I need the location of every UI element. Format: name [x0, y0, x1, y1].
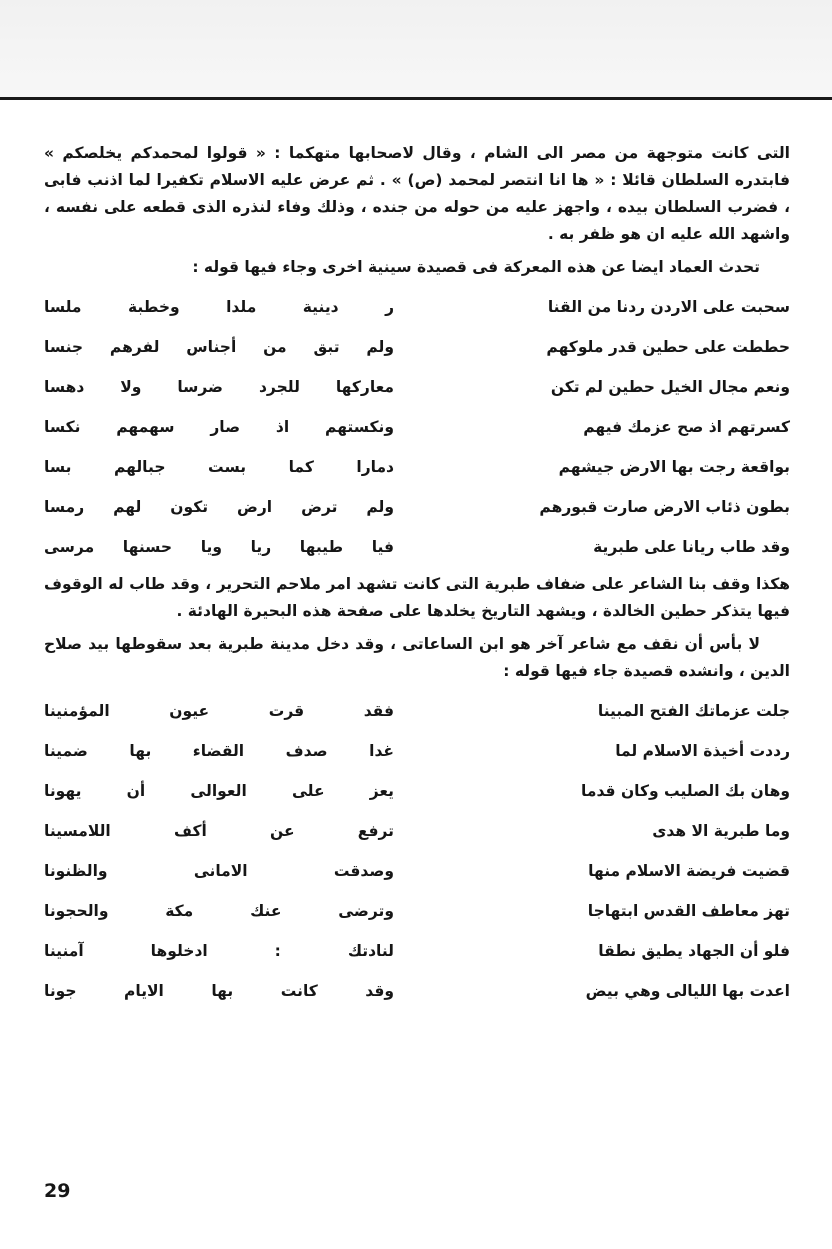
- verse: [44, 811, 790, 851]
- verse-second-hemistich: ترفع عن أكف اللامسينا: [44, 822, 394, 840]
- verse: [44, 851, 790, 891]
- verse-second-hemistich: وقد كانت بها الايام جونا: [44, 982, 394, 1000]
- paragraph-2: تحدث العماد ايضا عن هذه المعركة فى قصيدة سينية اخرى وجاء فيها قوله :: [192, 258, 760, 276]
- verse: [44, 527, 790, 567]
- verse: [44, 891, 790, 931]
- verse-second-hemistich: ونكستهم اذ صار سهمهم نكسا: [44, 418, 394, 436]
- paragraph-1: التى كانت متوجهة من مصر الى الشام ، وقال لاصحابها متهكما : « قولوا لمحمدكم يخلصكم » فابتدره السلطان قائلا : « ها انا انتصر لمحمد (ص) » . ثم عرض عليه الاسلام تكفيرا لما اذنب فابى ، فضرب السلطان بيده ، واجهز عليه من حوله من جنده ، وذلك وفاء لنذره الذى قطعه على نفسه ، واشهد الله عليه ان هو ظفر به .: [44, 144, 790, 243]
- verse-first-hemistich: ونعم مجال الخيل حطين لم تكن: [550, 378, 790, 396]
- verse-first-hemistich: بطون ذئاب الارض صارت قبورهم: [539, 498, 790, 516]
- verse: [44, 771, 790, 811]
- verse-second-hemistich: يعز على العوالى أن يهونا: [44, 782, 394, 800]
- paragraph-4: لا بأس أن نقف مع شاعر آخر هو ابن الساعاتى ، وقد دخل مدينة طبرية بعد سقوطها بيد صلاح الدين ، وانشده قصيدة جاء فيها قوله :: [44, 635, 790, 680]
- verse: [44, 367, 790, 407]
- verse: [44, 447, 790, 487]
- verse: [44, 407, 790, 447]
- verse: [44, 731, 790, 771]
- verse-second-hemistich: وترضى عنك مكة والحجونا: [44, 902, 394, 920]
- verse-first-hemistich: وقد طاب ريانا على طبرية: [593, 538, 790, 556]
- verse-first-hemistich: اعدت بها الليالى وهي بيض: [585, 982, 790, 1000]
- verse: [44, 287, 790, 327]
- verse: [44, 487, 790, 527]
- verse-first-hemistich: تهز معاطف القدس ابتهاجا: [587, 902, 790, 920]
- verse-second-hemistich: ولم تبق من أجناس لفرهم جنسا: [44, 338, 394, 356]
- verse-second-hemistich: ولم ترض ارض تكون لهم رمسا: [44, 498, 394, 516]
- verse-first-hemistich: سحبت على الاردن ردنا من القنا: [547, 298, 790, 316]
- verse-first-hemistich: كسرتهم اذ صح عزمك فيهم: [583, 418, 790, 436]
- verse-second-hemistich: غدا صدف القضاء بها ضمينا: [44, 742, 394, 760]
- header-rule: [0, 97, 832, 100]
- verse: [44, 931, 790, 971]
- verse-first-hemistich: حططت على حطين قدر ملوكهم: [546, 338, 790, 356]
- verse: [44, 691, 790, 731]
- verse-first-hemistich: وما طبرية الا هدى: [652, 822, 790, 840]
- verse-first-hemistich: رددت أخيذة الاسلام لما: [615, 742, 790, 760]
- verse-first-hemistich: فلو أن الجهاد يطيق نطقا: [598, 942, 790, 960]
- poem-ibn-alsaati: [44, 691, 790, 1011]
- page-number: 29: [44, 1180, 71, 1202]
- verse-second-hemistich: لنادتك : ادخلوها آمنينا: [44, 942, 394, 960]
- page-body: [44, 140, 790, 1015]
- verse-first-hemistich: جلت عزماتك الفتح المبينا: [597, 702, 790, 720]
- verse-second-hemistich: فيا طيبها ريا ويا حسنها مرسى: [44, 538, 394, 556]
- paragraph-3: هكذا وقف بنا الشاعر على ضفاف طبرية التى كانت تشهد امر ملاحم التحرير ، وقد طاب له الوقوف فيها يتذكر حطين الخالدة ، ويشهد التاريخ يخلدها على صفحة هذه البحيرة الهادئة .: [44, 575, 790, 620]
- verse-first-hemistich: وهان بك الصليب وكان قدما: [581, 782, 790, 800]
- verse-first-hemistich: قضيت فريضة الاسلام منها: [588, 862, 790, 880]
- verse-second-hemistich: وصدقت الامانى والظنونا: [44, 862, 394, 880]
- verse: [44, 971, 790, 1011]
- page-top-shadow: [0, 0, 832, 98]
- verse-second-hemistich: ر دينية ملدا وخطبة ملسا: [44, 298, 394, 316]
- poem-sinniya: [44, 287, 790, 567]
- verse: [44, 327, 790, 367]
- verse-first-hemistich: بواقعة رجت بها الارض جيشهم: [558, 458, 790, 476]
- verse-second-hemistich: دمارا كما بست جبالهم بسا: [44, 458, 394, 476]
- verse-second-hemistich: فقد قرت عيون المؤمنينا: [44, 702, 394, 720]
- verse-second-hemistich: معاركها للجرد ضرسا ولا دهسا: [44, 378, 394, 396]
